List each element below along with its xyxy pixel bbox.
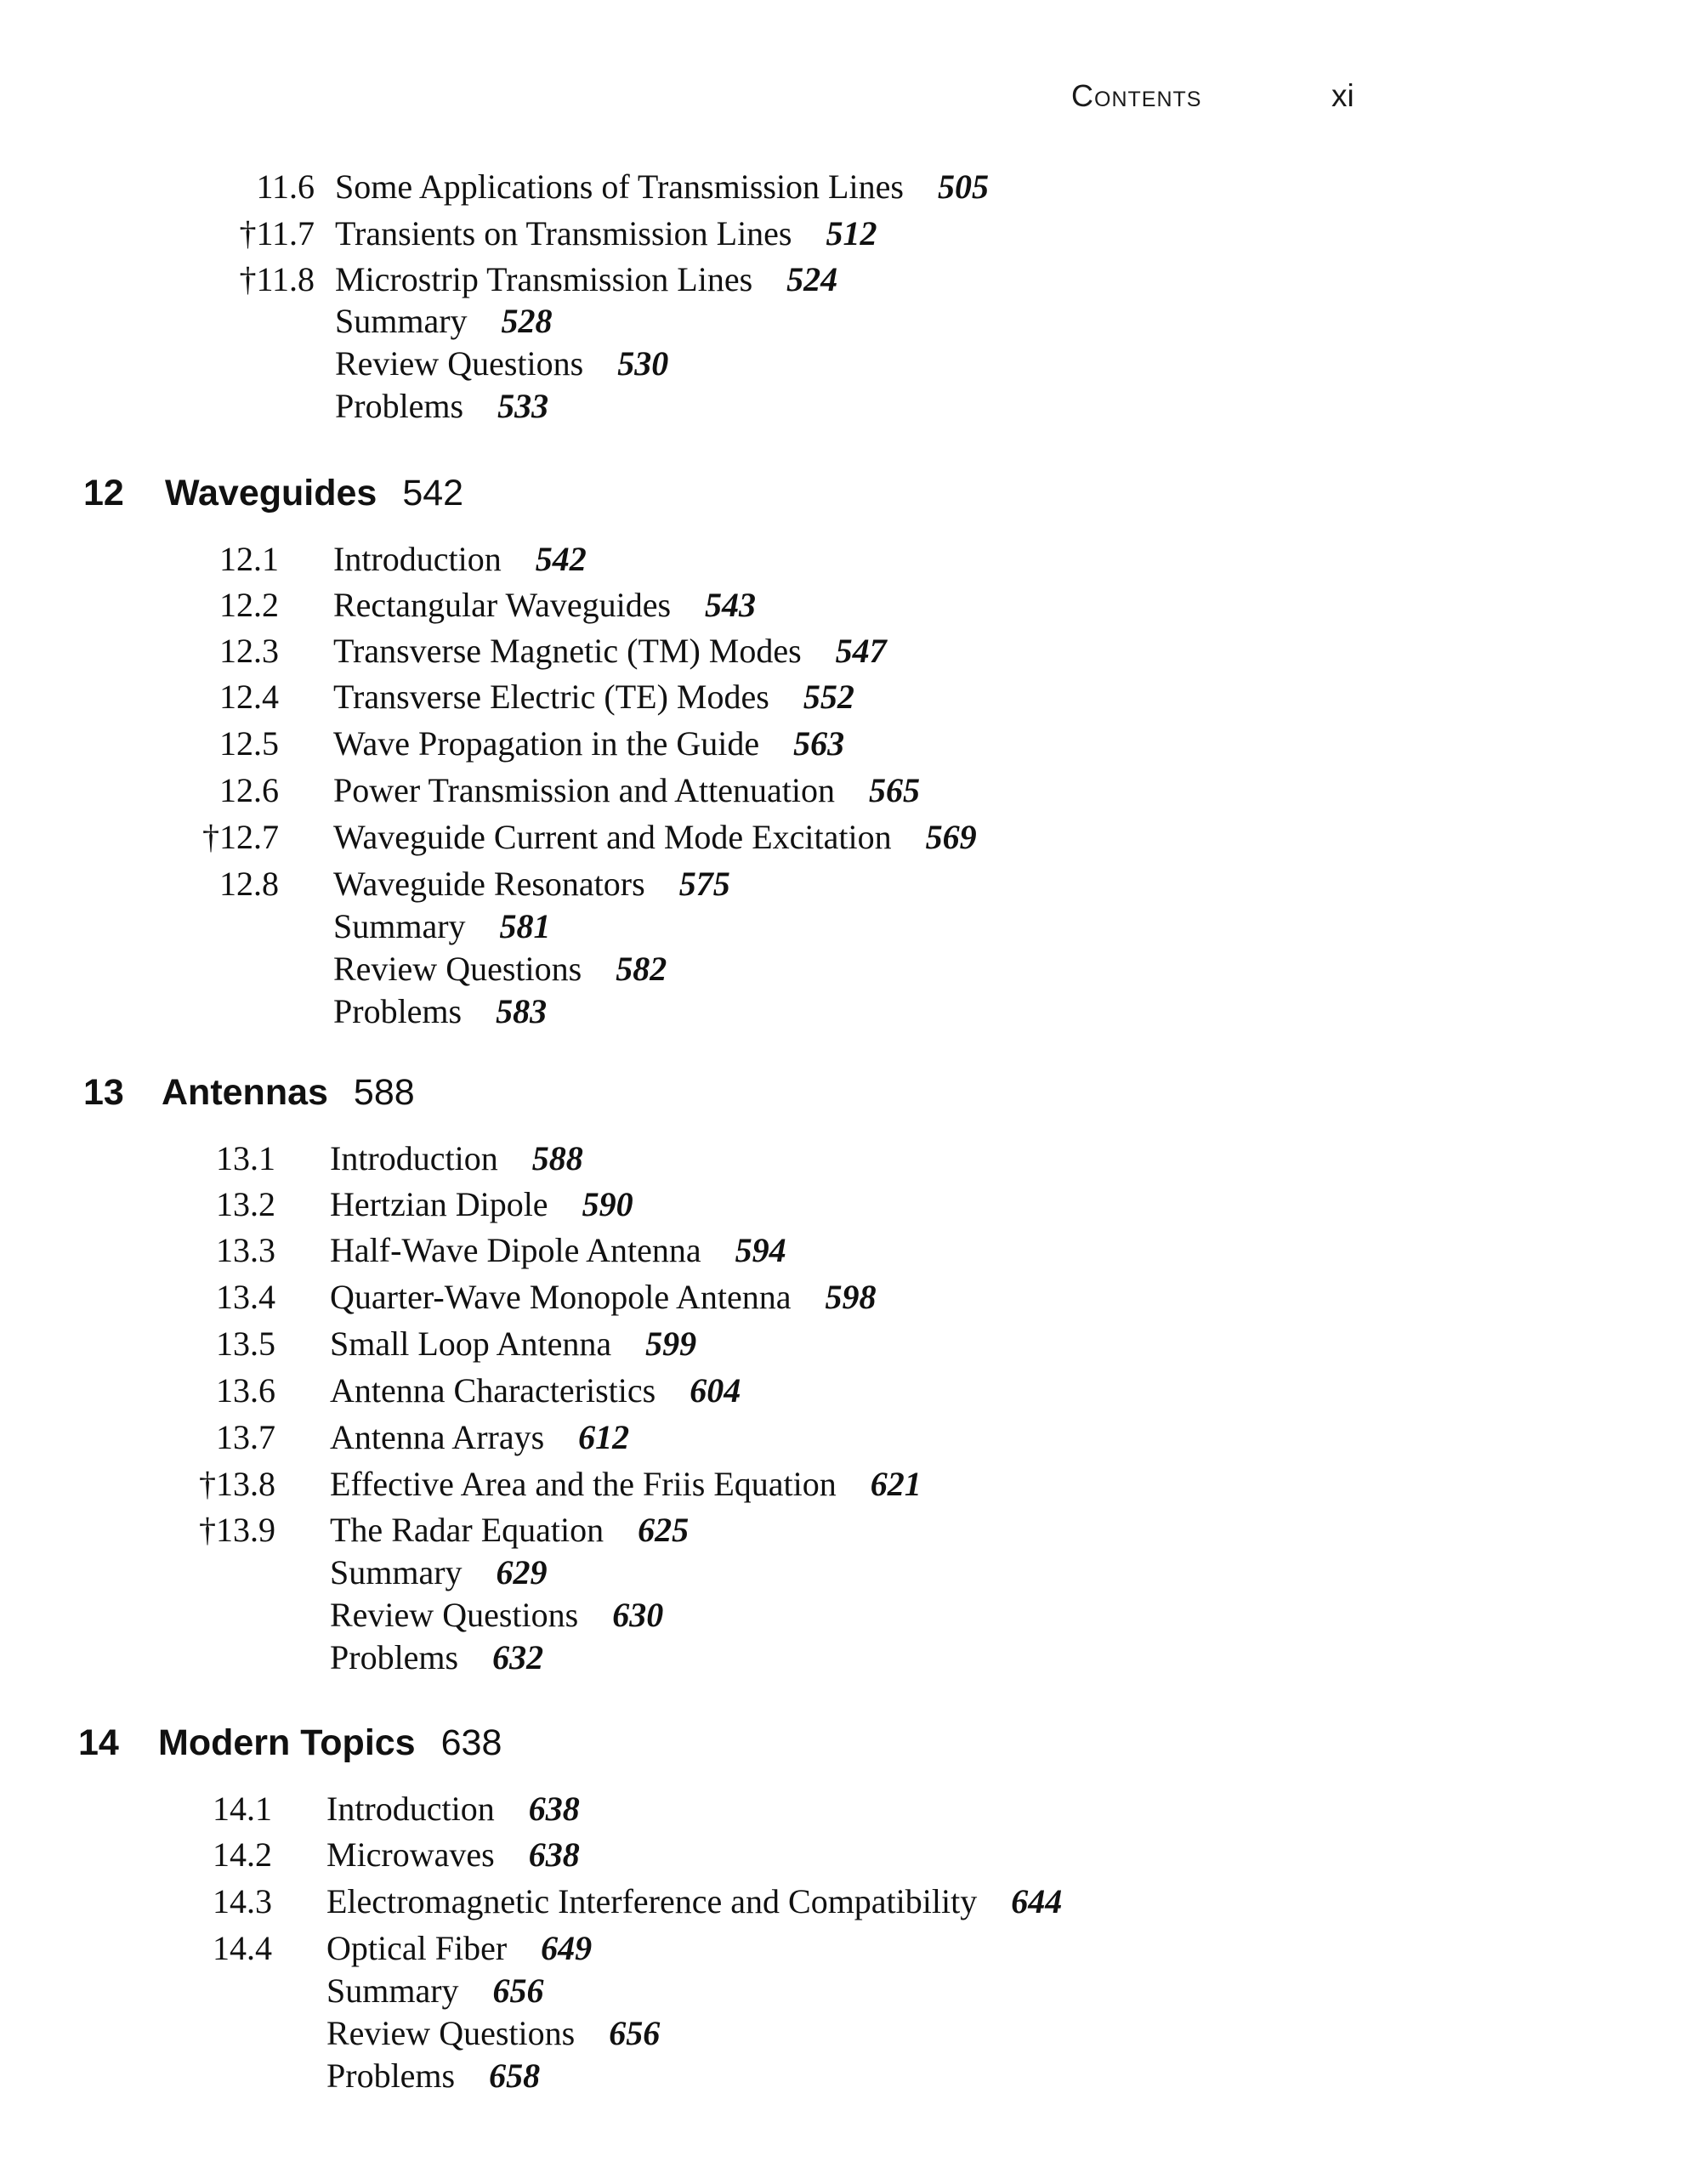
section-page: 542	[535, 540, 587, 578]
section-title: Rectangular Waveguides	[333, 586, 672, 624]
section-title: Review Questions	[330, 1596, 579, 1634]
section-number: 11.6	[256, 167, 315, 206]
section-title: Problems	[333, 992, 463, 1030]
section-number: 12.1	[219, 540, 279, 578]
section-page: 588	[531, 1139, 583, 1177]
section-page: 528	[501, 302, 553, 340]
section-page: 563	[793, 724, 845, 763]
section-title: Review Questions	[333, 950, 582, 988]
section-number: 13.3	[216, 1231, 275, 1269]
section-page: 638	[528, 1835, 580, 1874]
section-title: Transverse Electric (TE) Modes	[333, 678, 769, 716]
section-title: Antenna Arrays	[330, 1418, 545, 1456]
section-title: Effective Area and the Friis Equation	[330, 1465, 837, 1503]
section-title: Transverse Magnetic (TM) Modes	[333, 632, 802, 670]
section-page: 583	[496, 992, 548, 1030]
section-title: The Radar Equation	[330, 1511, 604, 1549]
section-title: Waveguide Current and Mode Excitation	[333, 818, 892, 856]
section-page: 569	[925, 818, 977, 856]
section-number: †12.7	[202, 818, 279, 856]
section-page: 621	[870, 1465, 922, 1503]
header-label: Contents	[1071, 78, 1202, 113]
chapter-number: 13	[83, 1072, 124, 1113]
section-number: 12.2	[219, 586, 279, 624]
section-page: 656	[492, 1971, 544, 2010]
chapter-page: 542	[402, 473, 464, 513]
section-number: 14.1	[213, 1790, 272, 1828]
section-page: 594	[735, 1231, 786, 1269]
section-title: Quarter-Wave Monopole Antenna	[330, 1278, 792, 1316]
running-header	[1071, 78, 1377, 121]
section-number: 14.3	[213, 1882, 272, 1920]
chapter-page: 638	[440, 1722, 502, 1763]
section-page: 505	[937, 167, 989, 206]
section-page: 543	[705, 586, 757, 624]
section-page: 604	[690, 1371, 741, 1410]
section-title: Hertzian Dipole	[330, 1185, 548, 1223]
section-title: Introduction	[333, 540, 502, 578]
section-page: 575	[678, 865, 730, 903]
section-page: 632	[492, 1638, 544, 1676]
section-title: Waveguide Resonators	[333, 865, 645, 903]
section-page: 629	[496, 1553, 548, 1591]
section-number: †11.8	[239, 260, 315, 298]
header-page-number: xi	[1331, 78, 1354, 113]
section-page: 581	[499, 907, 551, 945]
section-page: 658	[489, 2056, 541, 2095]
section-page: 590	[582, 1185, 633, 1223]
section-title: Summary	[326, 1971, 459, 2010]
section-page: 533	[497, 387, 549, 425]
section-title: Review Questions	[335, 344, 584, 383]
section-number: 12.8	[219, 865, 279, 903]
section-page: 599	[645, 1325, 697, 1363]
section-title: Problems	[335, 387, 464, 425]
section-page: 547	[835, 632, 887, 670]
chapter-title: Modern Topics	[158, 1722, 416, 1763]
section-number: 14.4	[213, 1929, 272, 1967]
chapter-page: 588	[353, 1072, 415, 1113]
section-page: 530	[617, 344, 669, 383]
section-title: Wave Propagation in the Guide	[333, 724, 760, 763]
section-number: †11.7	[239, 214, 315, 252]
section-page: 656	[609, 2014, 661, 2052]
section-title: Introduction	[330, 1139, 498, 1177]
section-number: 13.6	[216, 1371, 275, 1410]
section-number: †13.8	[199, 1465, 275, 1503]
chapter-number: 14	[78, 1722, 119, 1763]
section-page: 524	[786, 260, 838, 298]
section-title: Electromagnetic Interference and Compatibility	[326, 1882, 978, 1920]
section-page: 644	[1011, 1882, 1063, 1920]
section-number: 13.7	[216, 1418, 275, 1456]
chapter-title: Antennas	[162, 1072, 328, 1113]
section-title: Some Applications of Transmission Lines	[335, 167, 904, 206]
section-title: Review Questions	[326, 2014, 576, 2052]
chapter-number: 12	[83, 473, 124, 513]
section-title: Summary	[330, 1553, 463, 1591]
section-number: 12.3	[219, 632, 279, 670]
section-number: †13.9	[199, 1511, 275, 1549]
section-number: 12.6	[219, 771, 279, 809]
section-number: 13.5	[216, 1325, 275, 1363]
section-title: Problems	[330, 1638, 459, 1676]
section-page: 612	[578, 1418, 630, 1456]
section-title: Small Loop Antenna	[330, 1325, 612, 1363]
section-title: Optical Fiber	[326, 1929, 508, 1967]
section-number: 13.4	[216, 1278, 275, 1316]
section-title: Problems	[326, 2056, 456, 2095]
section-page: 598	[825, 1278, 877, 1316]
section-page: 649	[541, 1929, 593, 1967]
section-title: Microstrip Transmission Lines	[335, 260, 753, 298]
section-page: 630	[612, 1596, 664, 1634]
section-number: 13.1	[216, 1139, 275, 1177]
section-number: 13.2	[216, 1185, 275, 1223]
section-page: 552	[803, 678, 854, 716]
section-title: Introduction	[326, 1790, 495, 1828]
section-page: 582	[616, 950, 667, 988]
section-title: Antenna Characteristics	[330, 1371, 656, 1410]
section-title: Power Transmission and Attenuation	[333, 771, 836, 809]
section-number: 14.2	[213, 1835, 272, 1874]
section-number: 12.5	[219, 724, 279, 763]
section-title: Summary	[333, 907, 466, 945]
section-title: Transients on Transmission Lines	[335, 214, 792, 252]
section-page: 638	[528, 1790, 580, 1828]
section-number: 12.4	[219, 678, 279, 716]
section-title: Microwaves	[326, 1835, 495, 1874]
section-page: 625	[638, 1511, 690, 1549]
section-page: 565	[869, 771, 921, 809]
section-page: 512	[826, 214, 877, 252]
chapter-title: Waveguides	[165, 473, 377, 513]
section-title: Half-Wave Dipole Antenna	[330, 1231, 701, 1269]
section-title: Summary	[335, 302, 468, 340]
